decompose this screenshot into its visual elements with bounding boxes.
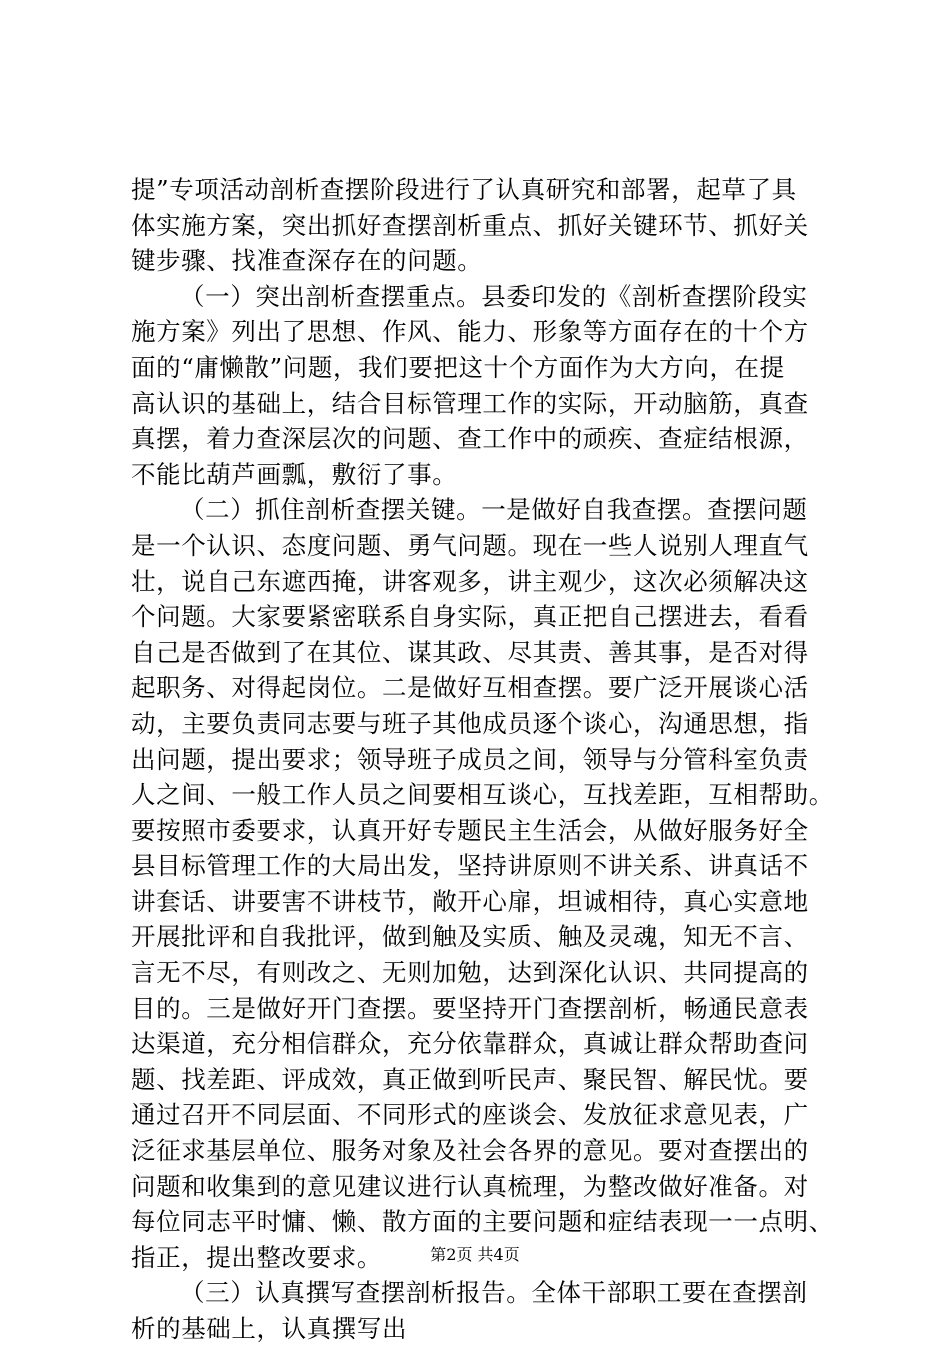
page-number-footer: 第2页 共4页 xyxy=(430,1245,520,1264)
text-line: 问题和收集到的意见建议进行认真梳理，为整改做好准备。对 xyxy=(131,1171,809,1201)
section-heading-line: （二）抓住剖析查摆关键。一是做好自我查摆。查摆问题 xyxy=(180,495,808,525)
text-line: 每位同志平时慵、懒、散方面的主要问题和症结表现一一点明、 xyxy=(131,1207,834,1237)
text-line: 开展批评和自我批评，做到触及实质、触及灵魂，知无不言、 xyxy=(131,922,809,952)
text-line: 言无不尽，有则改之、无则加勉，达到深化认识、共同提高的 xyxy=(131,958,809,988)
text-line: 人之间、一般工作人员之间要相互谈心，互找差距，互相帮助。 xyxy=(131,780,834,810)
text-line: 真摆，着力查深层次的问题、查工作中的顽疾、查症结根源， xyxy=(131,424,809,454)
text-line: 通过召开不同层面、不同形式的座谈会、发放征求意见表，广 xyxy=(131,1100,809,1130)
text-line: 是一个认识、态度问题、勇气问题。现在一些人说别人理直气 xyxy=(131,530,809,560)
text-line: 不能比葫芦画瓢，敷衍了事。 xyxy=(131,459,458,489)
text-line: 讲套话、讲要害不讲枝节，敞开心扉，坦诚相待，真心实意地 xyxy=(131,886,809,916)
text-line: 出问题，提出要求；领导班子成员之间，领导与分管科室负责 xyxy=(131,744,809,774)
text-line: 自己是否做到了在其位、谋其政、尽其责、善其事，是否对得 xyxy=(131,637,809,667)
text-line: 体实施方案，突出抓好查摆剖析重点、抓好关键环节、抓好关 xyxy=(131,210,809,240)
text-line: 面的“庸懒散”问题，我们要把这十个方面作为大方向，在提 xyxy=(131,352,785,382)
text-line: 指正，提出整改要求。 xyxy=(131,1242,382,1272)
text-line: 达渠道，充分相信群众，充分依靠群众，真诚让群众帮助查问 xyxy=(131,1029,809,1059)
text-line: 个问题。大家要紧密联系自身实际，真正把自己摆进去，看看 xyxy=(131,602,809,632)
text-line: 析的基础上，认真撰写出 xyxy=(131,1314,408,1343)
text-line: 起职务、对得起岗位。二是做好互相查摆。要广泛开展谈心活 xyxy=(131,673,809,703)
text-line: 施方案》列出了思想、作风、能力、形象等方面存在的十个方 xyxy=(131,317,809,347)
text-line: 键步骤、找准查深存在的问题。 xyxy=(131,246,483,276)
text-line: 提”专项活动剖析查摆阶段进行了认真研究和部署，起草了具 xyxy=(131,175,797,204)
text-line: 目的。三是做好开门查摆。要坚持开门查摆剖析，畅通民意表 xyxy=(131,993,809,1023)
document-body xyxy=(131,172,861,1347)
text-line: 泛征求基层单位、服务对象及社会各界的意见。要对查摆出的 xyxy=(131,1136,809,1166)
text-line: 壮，说自己东遮西掩，讲客观多，讲主观少，这次必须解决这 xyxy=(131,566,809,596)
section-heading-line: （三）认真撰写查摆剖析报告。全体干部职工要在查摆剖 xyxy=(180,1278,808,1308)
text-line: 动，主要负责同志要与班子其他成员逐个谈心，沟通思想，指 xyxy=(131,708,809,738)
text-line: 要按照市委要求，认真开好专题民主生活会，从做好服务好全 xyxy=(131,815,809,845)
text-line: 高认识的基础上，结合目标管理工作的实际，开动脑筋，真查 xyxy=(131,388,809,418)
text-line: 题、找差距、评成效，真正做到听民声、聚民智、解民忧。要 xyxy=(131,1064,809,1094)
section-heading-line: （一）突出剖析查摆重点。县委印发的《剖析查摆阶段实 xyxy=(180,281,808,311)
text-line: 县目标管理工作的大局出发，坚持讲原则不讲关系、讲真话不 xyxy=(131,851,809,881)
